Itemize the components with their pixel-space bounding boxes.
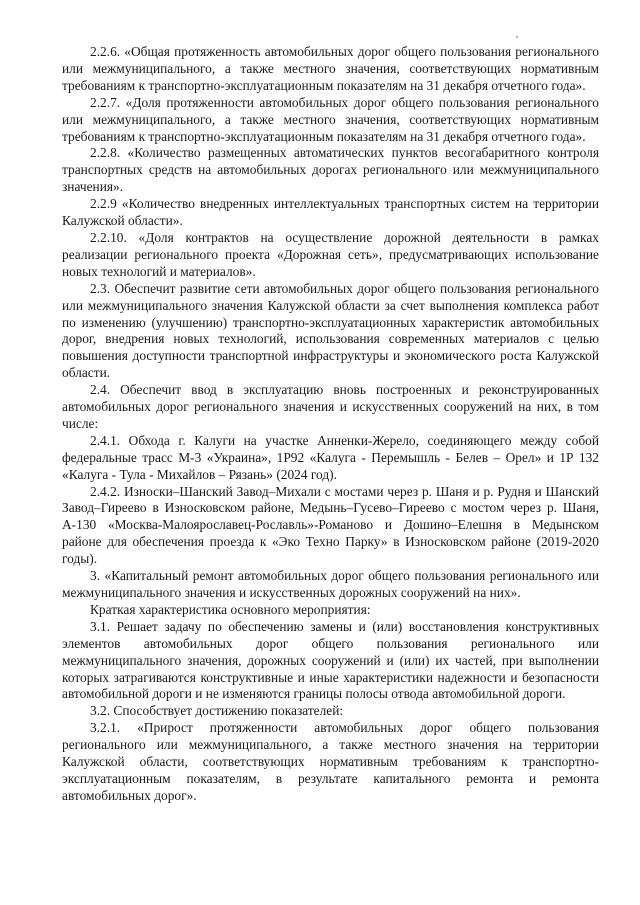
paragraph-2-4-2: 2.4.2. Износки–Шанский Завод–Михали с мостами через р. Шаня и р. Рудня и Шанский Завод–Гиреево в Износковском районе, Медынь–Гусево–Гиреево с мостом через р. Шаня, А-130 «Москва-Малоярославец-Рославль»-Романово и Дошино–Елешня в Медынском районе для обеспечения проезда к «Эко Техно Парку» в Износковском районе (2019-2020 годы). (62, 483, 599, 567)
paragraph-2-3: 2.3. Обеспечит развитие сети автомобильных дорог общего пользования регионального или межмуниципального значения Калужской области за счет выполнения комплекса работ по изменению (улучшению) транспортно-эксплуатационных характеристик автомобильных дорог, внедрения новых технологий, использования современных материалов с целью повышения доступности транспортной инфраструктуры и экономического роста Калужской области. (62, 280, 599, 381)
paragraph-2-2-6: 2.2.6. «Общая протяженность автомобильных дорог общего пользования регионального или межмуниципального, а также местного значения, соответствующих нормативным требованиям к транспортно-эксплуатационным показателям на 31 декабря отчетного года». (62, 44, 599, 93)
scan-speck (516, 36, 518, 38)
paragraph-3: 3. «Капитальный ремонт автомобильных дорог общего пользования регионального или межмуниципального значения и искусственных дорожных сооружений на них». (62, 568, 599, 600)
paragraph-3-2-1: 3.2.1. «Прирост протяженности автомобильных дорог общего пользования регионального или межмуниципального, а также местного значения на территории Калужской области, соответствующих нормативным требованиям к транспортно-эксплуатационным показателям, в результате капитального ремонта и ремонта автомобильных дорог». (62, 720, 599, 803)
document-body (62, 44, 599, 805)
paragraph-2-4: 2.4. Обеспечит ввод в эксплуатацию вновь построенных и реконструированных автомобильных дорог регионального значения и искусственных сооружений на них, в том числе: (62, 382, 599, 431)
paragraph-3-2: 3.2. Способствует достижению показателей: (90, 703, 344, 719)
paragraph-2-4-1: 2.4.1. Обхода г. Калуги на участке Анненки-Жерело, соединяющего между собой федеральные трасс М-3 «Украина», 1Р92 «Калуга - Перемышль - Белев – Орел» и 1Р 132 «Калуга - Тула - Михайлов – Рязань» (2024 год). (62, 432, 599, 482)
paragraph-2-2-9: 2.2.9 «Количество внедренных интеллектуальных транспортных систем на территории Калужской области». (62, 196, 599, 229)
paragraph-2-2-8: 2.2.8. «Количество размещенных автоматических пунктов весогабаритного контроля транспортных средств на автомобильных дорогах регионального или межмуниципального значения». (62, 145, 599, 195)
paragraph-2-2-10: 2.2.10. «Доля контрактов на осуществление дорожной деятельности в рамках реализации регионального проекта «Дорожная сеть», предусматривающих использование новых технологий и материалов». (62, 229, 599, 279)
paragraph-3-1: 3.1. Решает задачу по обеспечению замены и (или) восстановления конструктивных элементов автомобильных дорог общего пользования регионального или межмуниципального значения, дорожных сооружений и (или) их частей, при выполнении которых затрагиваются конструктивные и иные характеристики надежности и безопасности автомобильной дороги и не изменяются границы полосы отвода автомобильной дороги. (62, 618, 599, 702)
paragraph-2-2-7: 2.2.7. «Доля протяженности автомобильных дорог общего пользования регионального или межмуниципального, а также местного значения, соответствующих нормативным требованиям к транспортно-эксплуатационным показателям на 31 декабря отчетного года». (62, 94, 599, 144)
paragraph-brief-description: Краткая характеристика основного мероприятия: (90, 601, 371, 617)
